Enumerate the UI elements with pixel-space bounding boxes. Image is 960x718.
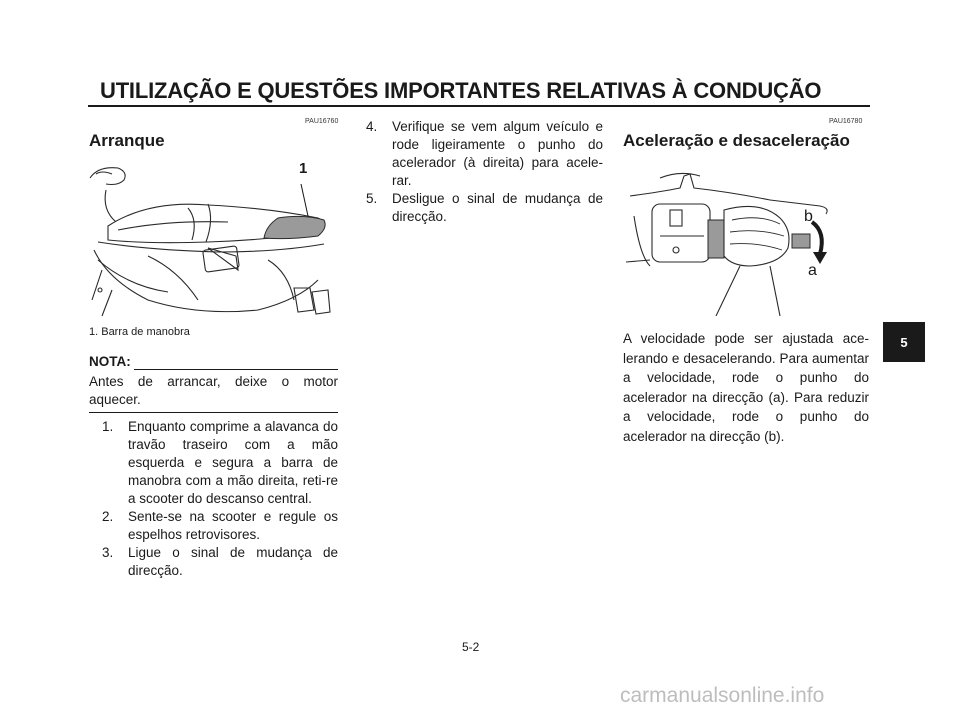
page-number: 5-2 [462, 640, 480, 654]
list-item: 3. Ligue o sinal de mudança de direcção. [102, 545, 338, 578]
page-header-title: UTILIZAÇÃO E QUESTÕES IMPORTANTES RELATIVAS À CONDUÇÃO [100, 78, 822, 103]
direction-label-a: a [808, 262, 817, 279]
reference-code: PAU16780 [829, 118, 863, 125]
list-item: 4. Verifique se vem algum veículo e rode ligeiramente o punho do acelerador (à direita) para acele-rar. [366, 119, 603, 188]
watermark: carmanualsonline.info [620, 684, 825, 707]
steps-list-middle [366, 118, 603, 226]
figure-caption: 1. Barra de manobra [89, 326, 190, 338]
note-top-rule [134, 369, 338, 370]
acceleration-body-text: A velocidade pode ser ajustada ace-lerando e desacelerando. Para aumentar a velocidade, rode o punho do acelerador na direcção (a). Para reduzir a velocidade, rode o punho do acelerador na direcção (b). [623, 331, 869, 444]
steps-list-left [102, 418, 338, 580]
note-label: NOTA: [89, 354, 131, 369]
section-heading-arranque: Arranque [89, 131, 165, 150]
list-item: 2. Sente-se na scooter e regule os espelhos retrovisores. [102, 509, 338, 542]
list-item: 1. Enquanto comprime a alavanca do travão traseiro com a mão esquerda e segura a barra de manobra com a mão direita, reti-re a scooter do descanso central. [102, 419, 338, 506]
note-text: Antes de arrancar, deixe o motor aquecer. [89, 374, 338, 407]
list-item: 5. Desligue o sinal de mudança de direcção. [366, 191, 603, 224]
figure-callout-number: 1 [299, 160, 308, 177]
header-rule [88, 105, 870, 107]
direction-label-b: b [804, 208, 813, 225]
throttle-grip-illustration [620, 166, 870, 316]
note-bottom-rule [89, 412, 338, 413]
section-heading-aceleracao: Aceleração e desaceleração [623, 131, 850, 150]
chapter-tab: 5 [883, 322, 925, 362]
reference-code: PAU16760 [305, 118, 339, 125]
scooter-seat-illustration [88, 160, 338, 320]
